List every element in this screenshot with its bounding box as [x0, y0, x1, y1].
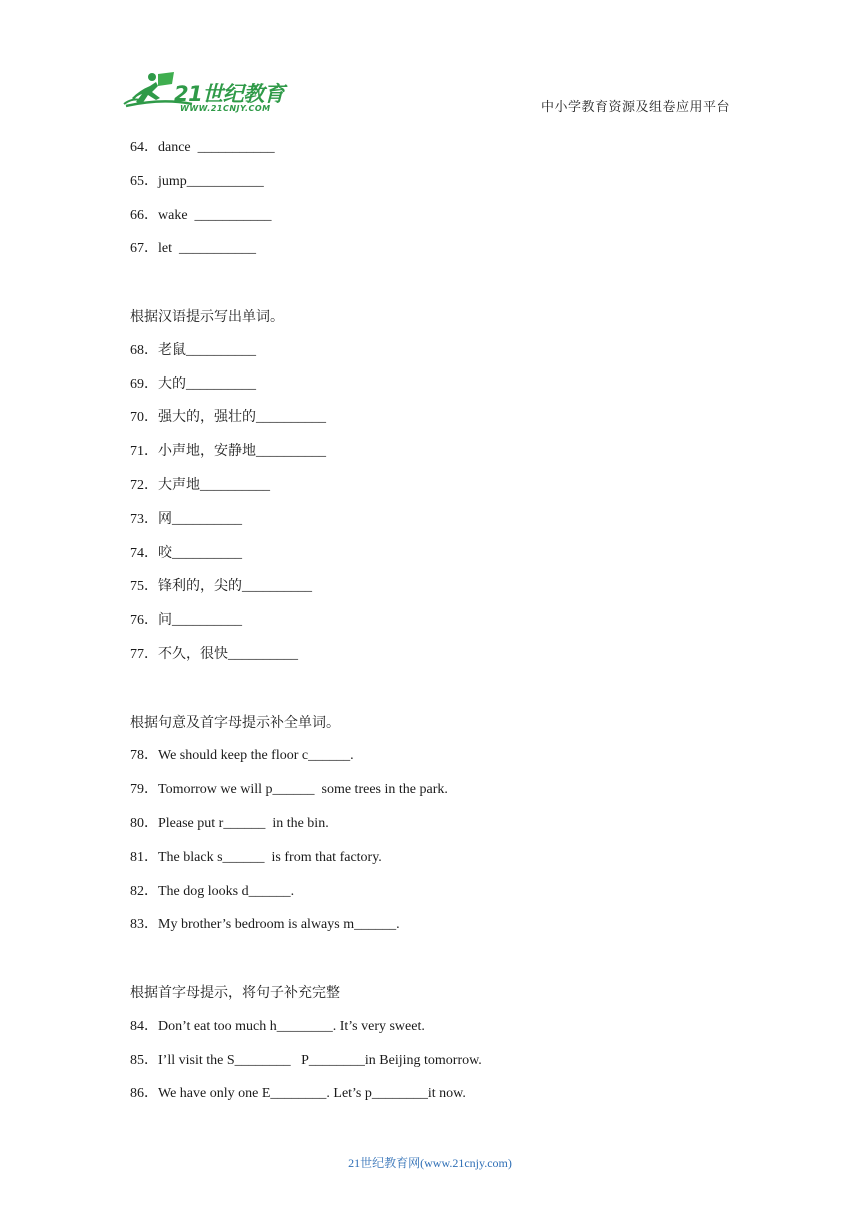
- section-gap: [130, 273, 750, 307]
- platform-tagline: 中小学教育资源及组卷应用平台: [540, 100, 730, 115]
- section-title: 根据首字母提示，将句子补充完整: [130, 984, 340, 1001]
- section-title: 根据汉语提示写出单词。: [130, 308, 284, 325]
- section-gap: [130, 949, 750, 983]
- page-header: [0, 0, 860, 120]
- exercise-item: 74．咬__________: [130, 545, 242, 561]
- exercise-item: 86．We have only one E________. Let’s p________it now.: [130, 1086, 466, 1102]
- worksheet-body: [130, 138, 750, 1118]
- exercise-item: 71．小声地，安静地__________: [130, 444, 326, 460]
- exercise-item: 72．大声地__________: [130, 477, 270, 493]
- exercise-item: 64．dance ___________: [130, 140, 275, 155]
- exercise-item: 65．jump___________: [130, 173, 264, 189]
- exercise-item: 81．The black s______ is from that factory.: [130, 849, 382, 865]
- exercise-item: 84．Don’t eat too much h________. It’s very sweet.: [130, 1018, 425, 1034]
- exercise-item: 73．网__________: [130, 511, 242, 527]
- exercise-item: 85．I’ll visit the S________ P________in Beijing tomorrow.: [130, 1052, 482, 1068]
- exercise-item: 68．老鼠__________: [130, 342, 256, 358]
- exercise-item: 83．My brother’s bedroom is always m______.: [130, 917, 400, 933]
- logo-text: 21世纪教育: [174, 82, 285, 106]
- site-logo[interactable]: [122, 68, 292, 118]
- logo-url: WWW.21CNJY.COM: [180, 104, 271, 113]
- exercise-item: 79．Tomorrow we will p______ some trees in the park.: [130, 782, 448, 798]
- exercise-item: 78．We should keep the floor c______.: [130, 748, 354, 764]
- exercise-item: 70．强大的，强壮的__________: [130, 410, 326, 426]
- footer-link[interactable]: 21世纪教育网(www.21cnjy.com): [348, 1156, 512, 1170]
- exercise-item: 77．不久，很快__________: [130, 646, 298, 662]
- exercise-item: 75．锋利的，尖的__________: [130, 579, 312, 595]
- section-title: 根据句意及首字母提示补全单词。: [130, 714, 340, 731]
- exercise-item: 80．Please put r______ in the bin.: [130, 815, 329, 831]
- exercise-item: 69．大的__________: [130, 376, 256, 392]
- exercise-item: 76．问__________: [130, 613, 242, 629]
- exercise-item: 67．let ___________: [130, 241, 256, 257]
- section-gap: [130, 679, 750, 713]
- exercise-item: 66．wake ___________: [130, 207, 272, 223]
- exercise-item: 82．The dog looks d______.: [130, 883, 295, 899]
